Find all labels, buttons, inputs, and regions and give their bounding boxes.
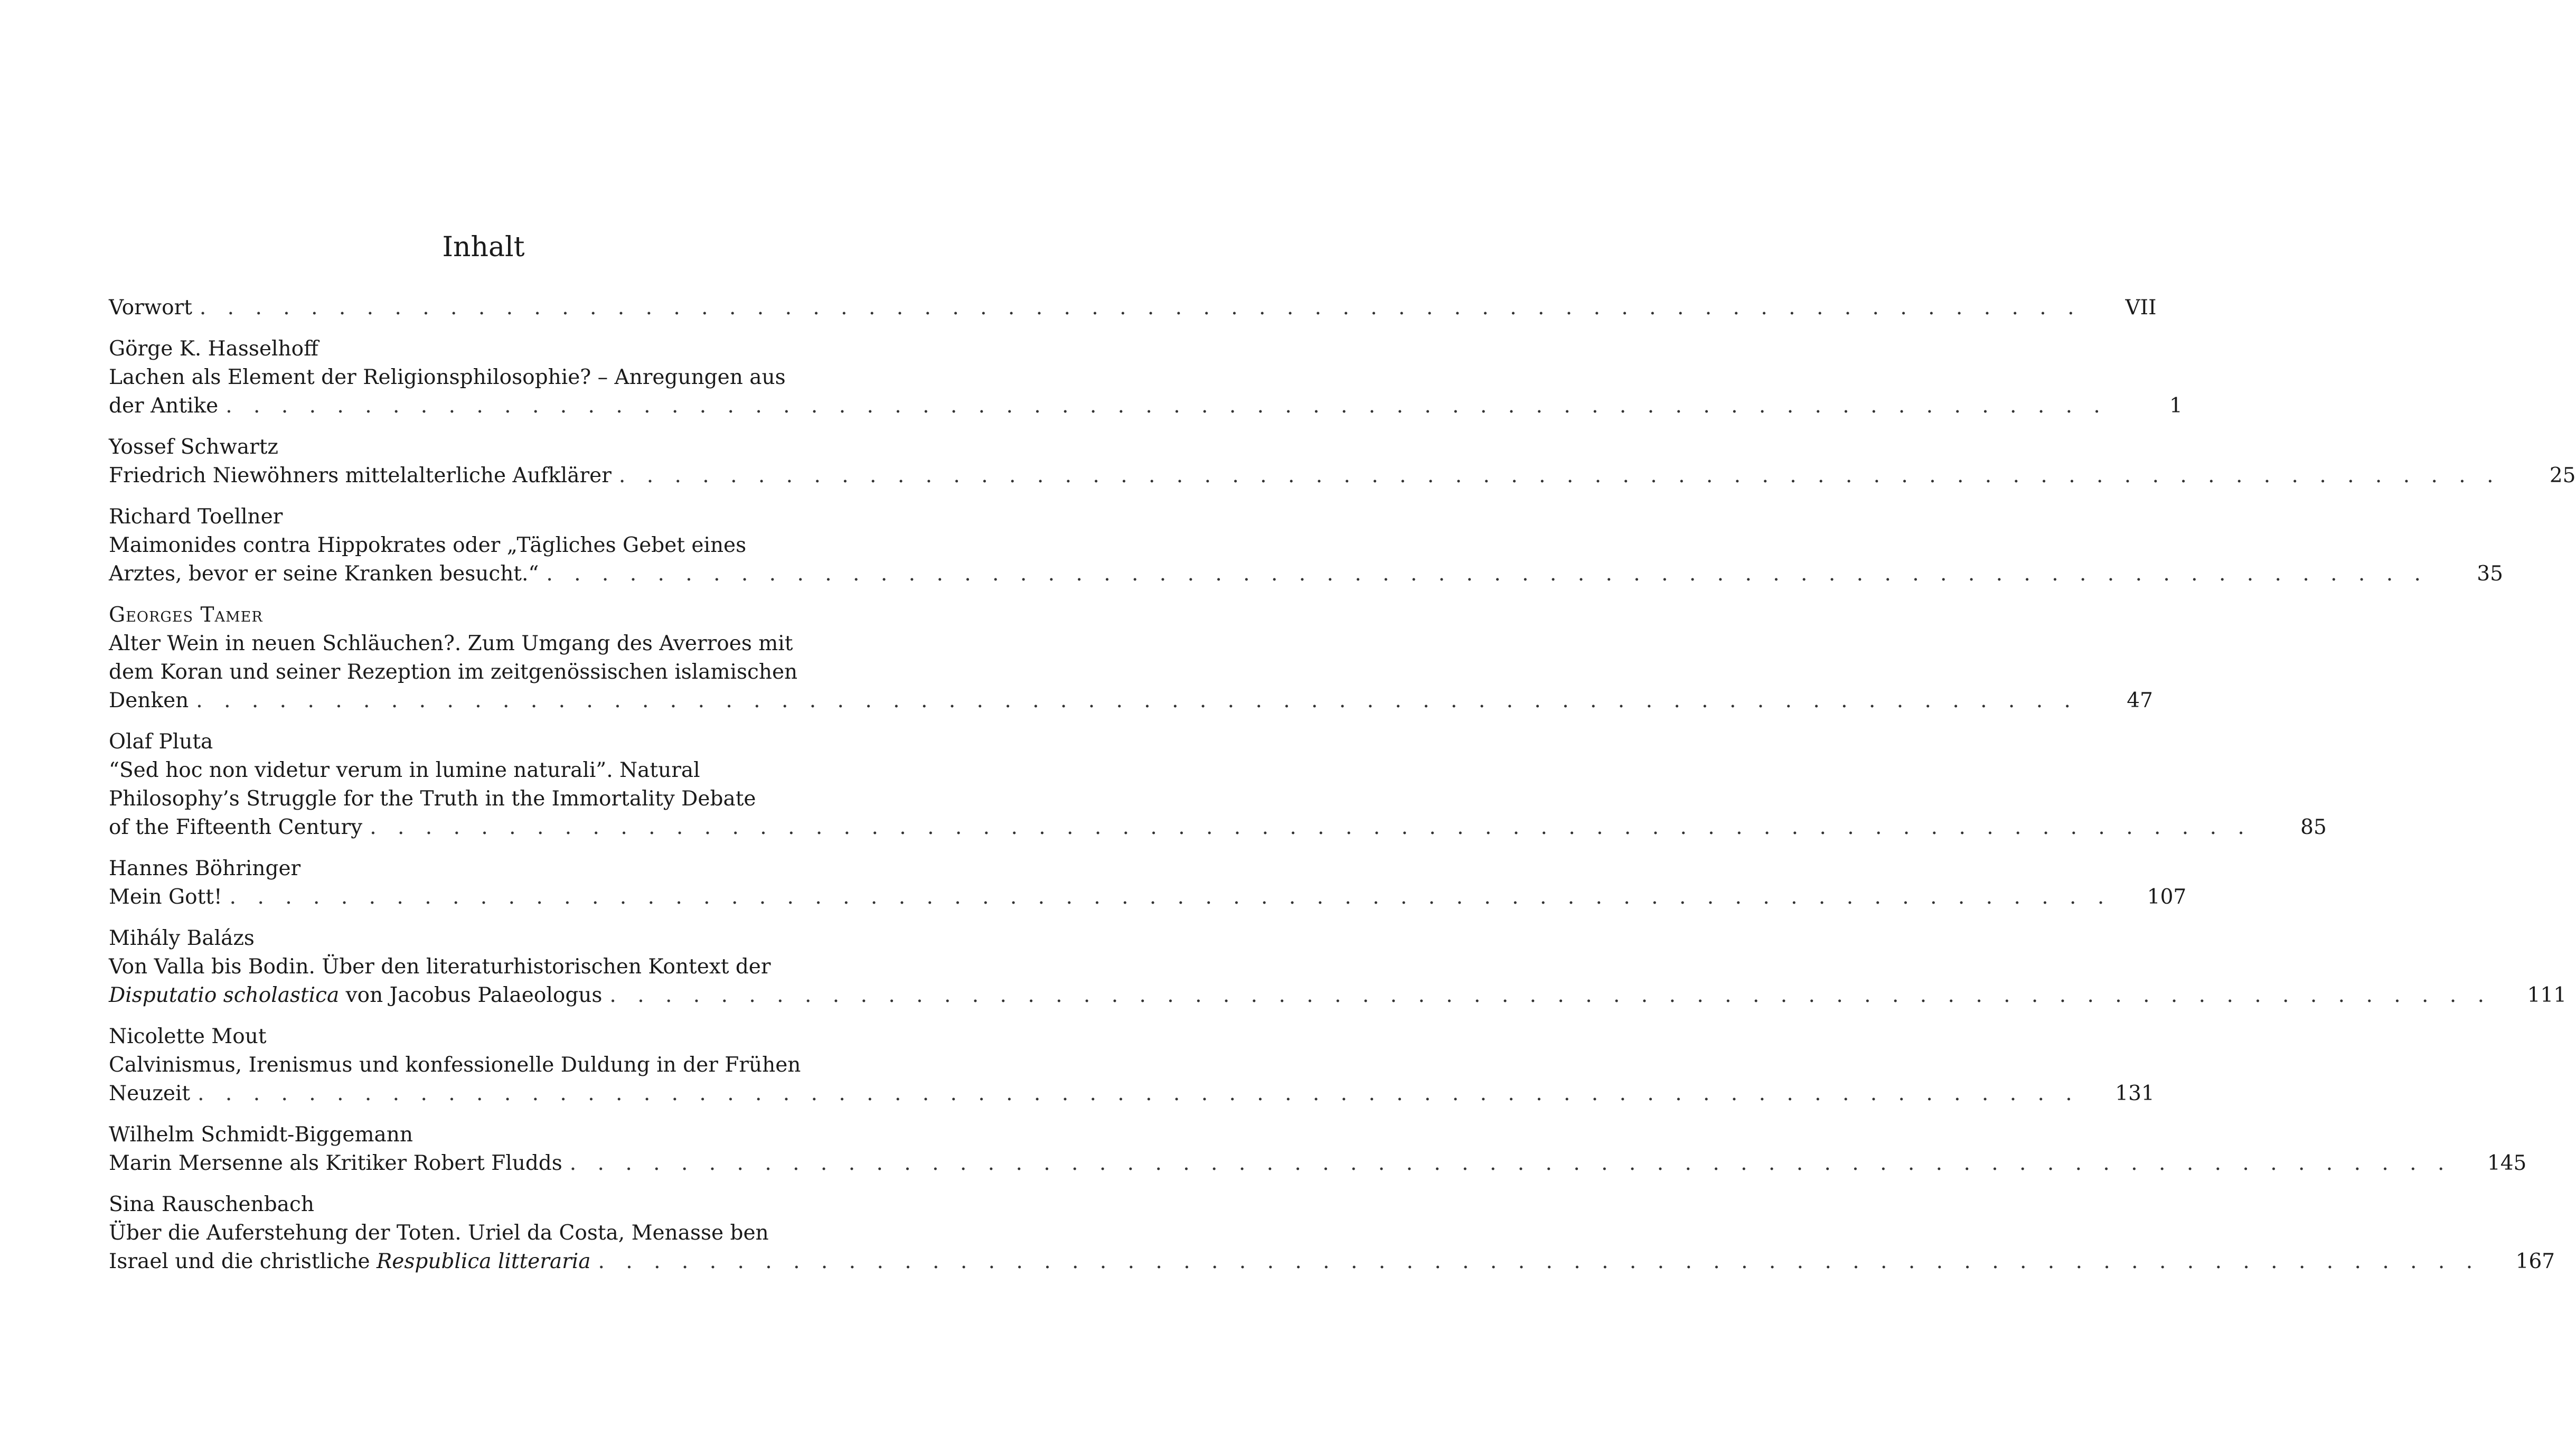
toc-page-number: 131 [2115,1082,2155,1105]
toc-title-line: Über die Auferstehung der Toten. Uriel da Costa, Menasse ben [109,1221,769,1245]
toc-title-text [109,1248,591,1276]
toc-title-line: Alter Wein in neuen Schläuchen?. Zum Umgang des Averroes mit [109,632,793,655]
toc-title-part: Marin Mersenne als Kritiker Robert Fludds [109,1151,562,1175]
toc-title-line: “Sed hoc non videtur verum in lumine naturali”. Natural [109,758,700,782]
dot-leader: . . . . . . . . . . . . . . . . . . . . . . . . . . . . . . . . . . . . . . . . . . . . . . . . . . . . . . . . . . . . . . . . . . . . [618,464,2501,487]
toc-entry [109,924,2567,1010]
toc-page-number: VII [2125,296,2157,320]
toc-title-line: Lachen als Element der Religionsphilosophie? – Anregungen aus [109,365,786,389]
toc-author: Olaf Pluta [109,730,213,754]
toc-title-last-line [109,813,2327,842]
toc-title-last-line [109,687,2153,715]
toc-author: Görge K. Hasselhoff [109,337,318,361]
toc-entry [109,1023,2155,1108]
toc-author: Nicolette Mout [109,1025,267,1048]
toc-entry [109,601,2153,715]
toc-title-last-line [109,883,2187,912]
toc-title-last-line [109,462,2576,490]
toc-title-text [109,560,539,588]
toc-page-number: 25 [2549,464,2576,487]
toc-title-line: Calvinismus, Irenismus und konfessionelle Duldung in der Frühen [109,1053,801,1077]
toc-page-number: 47 [2127,689,2153,712]
toc-title-last-line [109,1149,2527,1178]
dot-leader: . . . . . . . . . . . . . . . . . . . . . . . . . . . . . . . . . . . . . . . . . . . . . . . . . . . . . . . . . . . . . . . . . . . . [546,562,2428,586]
toc-title-last-line [109,294,2157,322]
toc-title-part: von Jacobus Palaeologus [339,983,603,1007]
toc-title-line: Von Valla bis Bodin. Über den literaturhistorischen Kontext der [109,955,771,979]
toc-title-last-line [109,392,2183,420]
toc-title-text [109,462,612,490]
toc-page-number: 111 [2527,983,2567,1007]
toc-page-number: 167 [2515,1250,2555,1273]
toc-entry [109,728,2327,842]
dot-leader: . . . . . . . . . . . . . . . . . . . . . . . . . . . . . . . . . . . . . . . . . . . . . . . . . . . . . . . . . . . . . . . . . . . . [370,815,2252,839]
dot-leader: . . . . . . . . . . . . . . . . . . . . . . . . . . . . . . . . . . . . . . . . . . . . . . . . . . . . . . . . . . . . . . . . . . . . [198,1082,2080,1105]
toc-title-line: Philosophy’s Struggle for the Truth in the Immortality Debate [109,787,756,811]
toc-title-part: Arztes, bevor er seine Kranken besucht.“ [109,562,539,586]
toc-title-italic: Disputatio scholastica [109,983,340,1007]
toc-author: Wilhelm Schmidt-Biggemann [109,1123,413,1147]
toc-title-part: Israel und die christliche [109,1250,377,1273]
dot-leader: . . . . . . . . . . . . . . . . . . . . . . . . . . . . . . . . . . . . . . . . . . . . . . . . . . . . . . . . . . . . . . . . . . . . [569,1151,2452,1175]
toc-title-text [109,687,189,715]
toc-page-number: 107 [2147,885,2187,909]
toc-title-line: Maimonides contra Hippokrates oder „Tägliches Gebet eines [109,533,747,557]
toc-author: Mihály Balázs [109,926,255,950]
toc-title-text [109,981,602,1010]
toc-page-number: 145 [2487,1151,2527,1175]
toc-entry [109,433,2576,490]
toc-page-number: 85 [2300,815,2327,839]
dot-leader: . . . . . . . . . . . . . . . . . . . . . . . . . . . . . . . . . . . . . . . . . . . . . . . . . . . . . . . . . . . . . . . . . . . . [196,689,2078,712]
toc-title-part: Neuzeit [109,1082,191,1105]
toc-title-part: Vorwort [109,296,192,320]
dot-leader: . . . . . . . . . . . . . . . . . . . . . . . . . . . . . . . . . . . . . . . . . . . . . . . . . . . . . . . . . . . . . . . . . . . . [229,885,2112,909]
toc-title-italic: Respublica litteraria [376,1250,591,1273]
toc-entry [109,503,2503,588]
toc-title-text [109,294,192,322]
toc-entry [109,335,2183,420]
toc-title-last-line [109,1248,2555,1276]
toc-title-text [109,1149,562,1178]
toc-title-last-line [109,560,2503,588]
dot-leader: . . . . . . . . . . . . . . . . . . . . . . . . . . . . . . . . . . . . . . . . . . . . . . . . . . . . . . . . . . . . . . . . . . . . [225,394,2108,418]
dot-leader: . . . . . . . . . . . . . . . . . . . . . . . . . . . . . . . . . . . . . . . . . . . . . . . . . . . . . . . . . . . . . . . . . . . . [199,296,2082,320]
toc-entry [109,294,2157,322]
toc-title-text [109,1080,190,1108]
toc-title-part: Denken [109,689,189,712]
toc-title-text [109,883,222,912]
toc-title-part: Mein Gott! [109,885,222,909]
toc-title-text [109,813,362,842]
toc-page-number: 1 [2169,394,2183,418]
toc-author: Yossef Schwartz [109,435,278,459]
dot-leader: . . . . . . . . . . . . . . . . . . . . . . . . . . . . . . . . . . . . . . . . . . . . . . . . . . . . . . . . . . . . . . . . . . . . [598,1250,2480,1273]
toc-title-part: of the Fifteenth Century [109,815,363,839]
toc-author: Richard Toellner [109,505,283,529]
table-of-contents [109,294,2576,1289]
toc-title-part: der Antike [109,394,219,418]
toc-entry [109,1121,2527,1178]
toc-title-line: dem Koran und seiner Rezeption im zeitgenössischen islamischen [109,660,798,684]
toc-entry [109,1190,2555,1276]
toc-title-text [109,392,218,420]
toc-author: Georges Tamer [109,603,263,627]
page-title: Inhalt [442,231,525,263]
dot-leader: . . . . . . . . . . . . . . . . . . . . . . . . . . . . . . . . . . . . . . . . . . . . . . . . . . . . . . . . . . . . . . . . . . . . [609,983,2492,1007]
toc-entry [109,855,2187,912]
toc-author: Sina Rauschenbach [109,1193,314,1216]
toc-title-last-line [109,981,2567,1010]
toc-page-number: 35 [2477,562,2503,586]
toc-title-last-line [109,1080,2155,1108]
toc-author: Hannes Böhringer [109,857,301,880]
toc-title-part: Friedrich Niewöhners mittelalterliche Aufklärer [109,464,612,487]
